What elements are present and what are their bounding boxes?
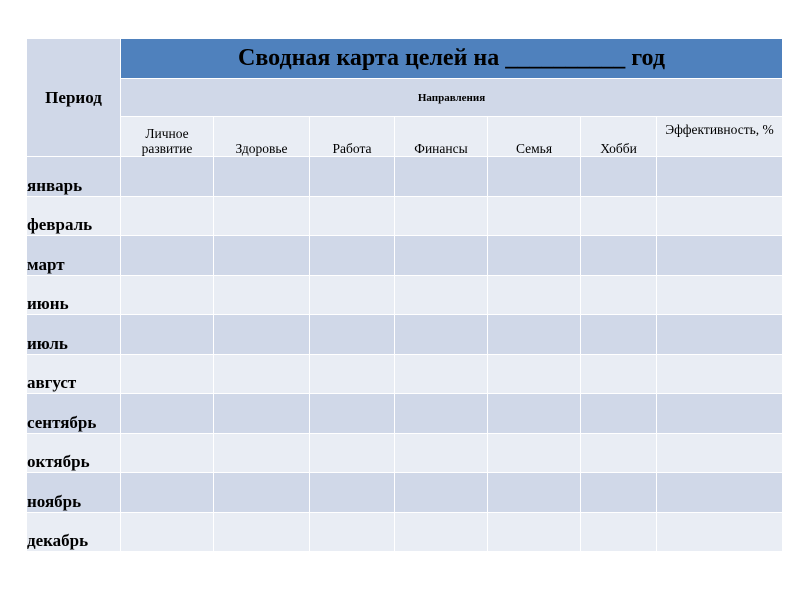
month-label: март [27,236,121,276]
table-cell[interactable] [395,354,488,394]
column-header-efficiency: Эффективность, % [657,117,783,157]
table-cell[interactable] [657,275,783,315]
period-header: Период [27,39,121,157]
table-cell[interactable] [214,394,310,434]
table-cell[interactable] [488,236,581,276]
table-cell[interactable] [395,236,488,276]
table-cell[interactable] [121,394,214,434]
table-cell[interactable] [214,196,310,236]
table-cell[interactable] [581,196,657,236]
table-cell[interactable] [310,433,395,473]
table-cell[interactable] [395,433,488,473]
table-cell[interactable] [657,473,783,513]
table-cell[interactable] [214,354,310,394]
table-cell[interactable] [214,315,310,355]
month-label: февраль [27,196,121,236]
column-header-health: Здоровье [214,117,310,157]
table-cell[interactable] [395,157,488,197]
table-cell[interactable] [310,512,395,552]
table-cell[interactable] [310,275,395,315]
month-label: декабрь [27,512,121,552]
goals-summary-table [26,38,783,552]
table-cell[interactable] [581,433,657,473]
table-cell[interactable] [121,433,214,473]
table-cell[interactable] [657,354,783,394]
table-cell[interactable] [657,196,783,236]
table-cell[interactable] [581,473,657,513]
table-cell[interactable] [395,512,488,552]
table-cell[interactable] [121,354,214,394]
table-cell[interactable] [488,157,581,197]
table-cell[interactable] [581,354,657,394]
table-cell[interactable] [657,157,783,197]
column-header-finance: Финансы [395,117,488,157]
table-cell[interactable] [121,473,214,513]
table-cell[interactable] [310,196,395,236]
table-cell[interactable] [310,315,395,355]
table-cell[interactable] [488,433,581,473]
table-row [27,196,783,236]
month-label: сентябрь [27,394,121,434]
table-row [27,433,783,473]
table-cell[interactable] [488,512,581,552]
table-cell[interactable] [214,473,310,513]
table-cell[interactable] [395,315,488,355]
table-title: Сводная карта целей на __________ год [121,39,783,79]
table-cell[interactable] [121,196,214,236]
table-cell[interactable] [214,512,310,552]
table-row [27,236,783,276]
column-header-work: Работа [310,117,395,157]
table-row [27,315,783,355]
table-cell[interactable] [395,196,488,236]
table-cell[interactable] [121,315,214,355]
month-label: ноябрь [27,473,121,513]
table-row [27,354,783,394]
table-cell[interactable] [310,354,395,394]
table-cell[interactable] [488,275,581,315]
table-cell[interactable] [121,157,214,197]
table-row [27,473,783,513]
column-header-personal-development: Личное развитие [121,117,214,157]
table-cell[interactable] [581,512,657,552]
table-cell[interactable] [121,275,214,315]
table-cell[interactable] [395,394,488,434]
table-cell[interactable] [581,236,657,276]
table-cell[interactable] [214,157,310,197]
table-cell[interactable] [214,433,310,473]
table-cell[interactable] [488,196,581,236]
table-cell[interactable] [310,236,395,276]
table-cell[interactable] [310,394,395,434]
month-label: июнь [27,275,121,315]
table-cell[interactable] [657,394,783,434]
table-cell[interactable] [581,275,657,315]
table-cell[interactable] [395,275,488,315]
table-row [27,275,783,315]
table-cell[interactable] [488,354,581,394]
table-cell[interactable] [214,236,310,276]
table-cell[interactable] [581,157,657,197]
month-label: август [27,354,121,394]
month-label: октябрь [27,433,121,473]
month-label: январь [27,157,121,197]
table-cell[interactable] [214,275,310,315]
table-cell[interactable] [488,473,581,513]
table-cell[interactable] [121,236,214,276]
table-cell[interactable] [657,236,783,276]
table-cell[interactable] [657,512,783,552]
table-cell[interactable] [310,473,395,513]
table-cell[interactable] [488,394,581,434]
table-cell[interactable] [581,394,657,434]
table-cell[interactable] [581,315,657,355]
month-label: июль [27,315,121,355]
table-cell[interactable] [657,433,783,473]
table-row [27,512,783,552]
column-header-hobby: Хобби [581,117,657,157]
table-cell[interactable] [395,473,488,513]
table-cell[interactable] [488,315,581,355]
table-row [27,157,783,197]
directions-header: Направления [121,79,783,117]
table-cell[interactable] [310,157,395,197]
table-cell[interactable] [657,315,783,355]
table-row [27,394,783,434]
table-cell[interactable] [121,512,214,552]
column-header-family: Семья [488,117,581,157]
